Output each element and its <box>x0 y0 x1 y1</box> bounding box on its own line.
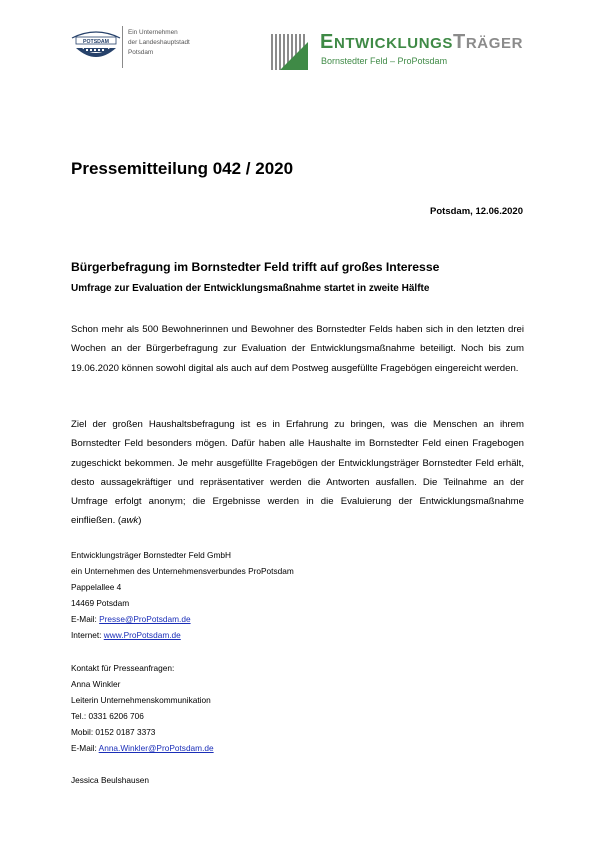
etr-title-cap: E <box>320 31 334 53</box>
company-website-link[interactable]: www.ProPotsdam.de <box>103 630 181 641</box>
contact-phone: Tel.: 0331 6206 706 <box>71 710 144 721</box>
etr-logo-subtitle: Bornstedter Feld – ProPotsdam <box>321 56 448 66</box>
potsdam-logo-text: POTSDAM <box>83 39 109 45</box>
press-contact-block <box>71 547 294 788</box>
spacer <box>71 756 294 772</box>
spacer <box>71 644 294 660</box>
company-affiliation: ein Unternehmen des Unternehmensverbundes ProPotsdam <box>71 566 294 577</box>
etr-logo-icon <box>270 32 310 72</box>
header-divider <box>122 26 123 68</box>
subheadline: Umfrage zur Evaluation der Entwicklungsmaßnahme startet in zweite Hälfte <box>71 283 430 294</box>
address-street: Pappelallee 4 <box>71 582 122 593</box>
etr-title-rest: NTWICKLUNGS <box>333 35 454 52</box>
internet-label: Internet: <box>71 630 104 641</box>
contact-mobile: Mobil: 0152 0187 3373 <box>71 727 156 738</box>
contact-email-row <box>71 740 294 756</box>
address-city: 14469 Potsdam <box>71 598 130 609</box>
headline: Bürgerbefragung im Bornstedter Feld trifft auf großes Interesse <box>71 260 440 274</box>
etr-title-cap-2: T <box>453 31 466 53</box>
potsdam-claim-line: Potsdam <box>128 49 154 56</box>
potsdam-claim-line: der Landeshauptstadt <box>128 39 190 46</box>
paragraph-text: Ziel der großen Haushaltsbefragung ist es in Erfahrung zu bringen, was die Menschen an ihrem Bornstedter Feld besonders mögen. Dafür haben alle Haushalte im Bornstedter Feld einen Fragebogen zugeschickt bekommen. Je mehr ausgefüllte Fragebögen der Entwicklungsträger Bornstedter Feld erhält, desto aussagekräftiger und repräsentativer werden die Antworten ausfallen. Die Teilnahme an der Umfrage erfolgt anonym; die Ergebnisse werden in die Evaluierung der Entwicklungsmaßnahme einfließen. ( <box>71 419 524 527</box>
contact-email-link[interactable]: Anna.Winkler@ProPotsdam.de <box>98 743 214 754</box>
potsdam-logo <box>70 28 122 68</box>
potsdam-claim <box>128 28 190 58</box>
potsdam-claim-line: Ein Unternehmen <box>128 29 178 36</box>
email-label: E-Mail: <box>71 743 99 754</box>
body-paragraph-2 <box>71 415 524 531</box>
author-initials: awk <box>121 515 139 527</box>
company-email-row <box>71 611 294 627</box>
page-title: Pressemitteilung 042 / 2020 <box>71 159 294 178</box>
contact-title: Kontakt für Presseanfragen: <box>71 662 175 673</box>
company-email-link[interactable]: Presse@ProPotsdam.de <box>99 614 191 625</box>
etr-logo-title <box>320 31 523 54</box>
contact-role: Leiterin Unternehmenskommunikation <box>71 694 211 705</box>
email-label: E-Mail: <box>71 614 100 625</box>
body-paragraph-1: Schon mehr als 500 Bewohnerinnen und Bewohner des Bornstedter Felds haben sich in den letzten drei Wochen an der Bürgerbefragung zur Evaluation der Entwicklungsmaßnahme beteiligt. Noch bis zum 19.06.2020 können sowohl digital als auch auf dem Postweg ausgefüllte Fragebögen eingereicht werden. <box>71 324 524 374</box>
etr-title-rest-2: RÄGER <box>465 35 524 52</box>
company-internet-row <box>71 627 294 643</box>
signature-name: Jessica Beulshausen <box>71 775 149 786</box>
dateline: Potsdam, 12.06.2020 <box>430 206 523 217</box>
company-name: Entwicklungsträger Bornstedter Feld GmbH <box>71 550 232 560</box>
paragraph-close: ) <box>138 515 142 527</box>
contact-name: Anna Winkler <box>71 678 121 689</box>
